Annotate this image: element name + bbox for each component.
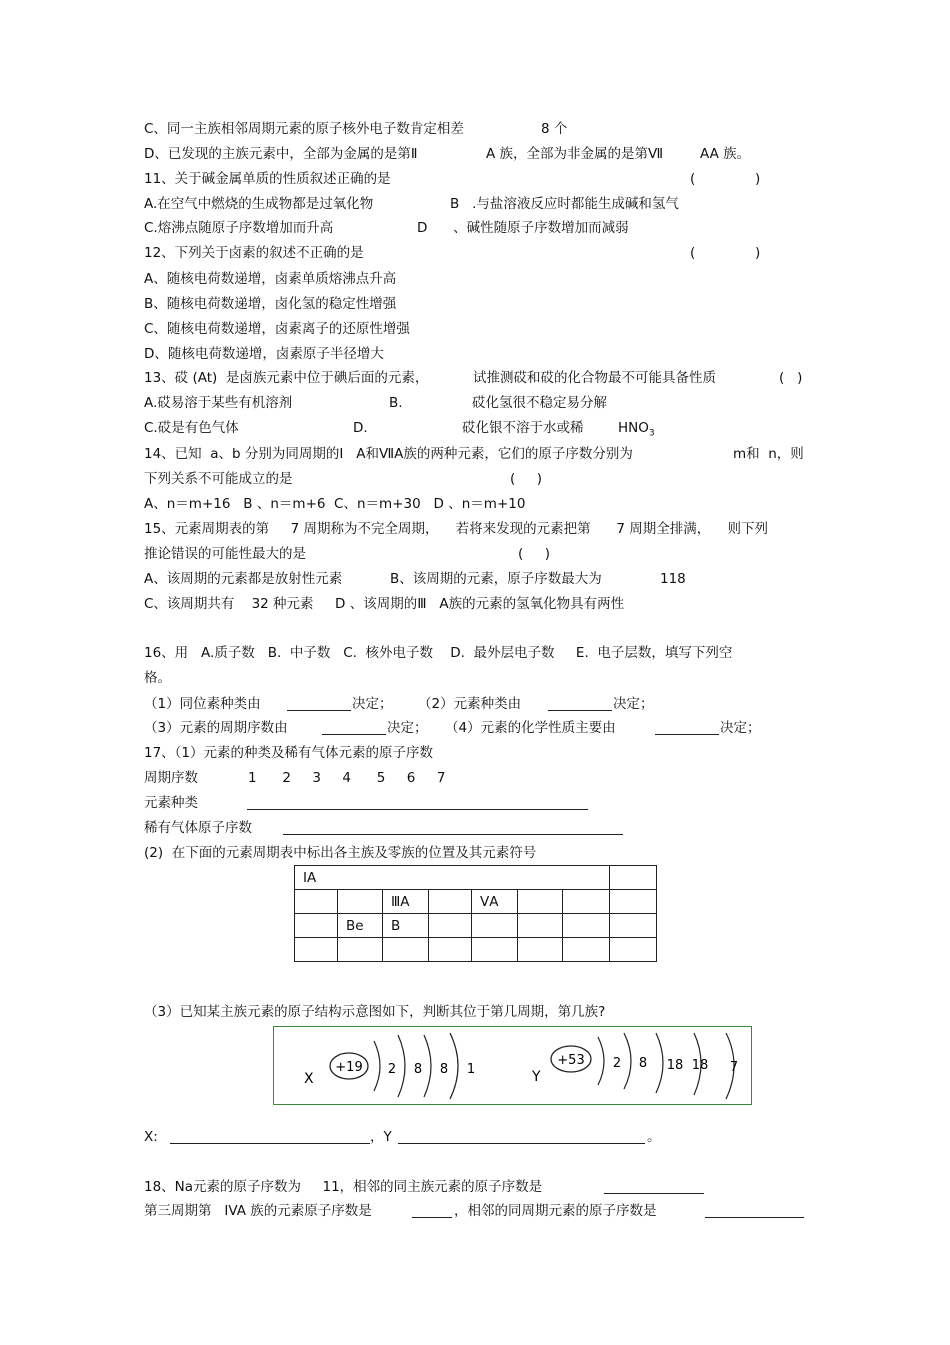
question-14: 14、已知 a、b 分别为同周期的Ⅰ A和ⅦA族的两种元素，它们的原子序数分别为	[144, 446, 633, 462]
table-cell[interactable]	[295, 914, 338, 938]
atom-y-nucleus-charge: +53	[557, 1053, 585, 1068]
table-cell[interactable]	[383, 938, 429, 962]
answer-paren: ( )	[510, 471, 542, 487]
table-cell[interactable]	[295, 890, 338, 914]
question-17-part-2: (2) 在下面的元素周期表中标出各主族及零族的位置及其元素符号	[144, 845, 537, 861]
blank-line[interactable]	[283, 834, 623, 835]
answer-label-y: ，Y	[370, 1129, 392, 1145]
question-14-b: m和 n，则	[733, 446, 804, 462]
table-cell[interactable]	[610, 890, 657, 914]
table-cell[interactable]	[338, 938, 383, 962]
electron-count: 2	[612, 1056, 622, 1071]
answer-paren-open: (	[690, 245, 696, 261]
table-cell[interactable]	[338, 890, 383, 914]
table-cell[interactable]	[429, 938, 472, 962]
table-cell[interactable]	[518, 914, 563, 938]
q13-option-b-letter: B.	[389, 395, 403, 411]
blank-line[interactable]	[322, 734, 386, 735]
question-13: 13、砹 (At) 是卤族元素中位于碘后面的元素，	[144, 370, 429, 386]
formula-subscript: 3	[648, 428, 655, 439]
table-cell[interactable]	[472, 938, 518, 962]
table-cell[interactable]: ⅠA	[295, 866, 610, 890]
answer-end-mark: 。	[647, 1129, 661, 1145]
q13-option-d-formula	[618, 419, 655, 443]
table-cell[interactable]: ⅢA	[383, 890, 429, 914]
question-14-c: 下列关系不可能成立的是	[144, 471, 293, 487]
blank-line[interactable]	[247, 809, 588, 810]
blank-line[interactable]	[705, 1217, 804, 1218]
q13-option-d-letter: D.	[353, 420, 368, 436]
question-18-b: 第三周期第 IVA 族的元素原子序数是	[144, 1203, 372, 1219]
electron-shell-arc	[624, 1033, 631, 1089]
q16-part-3: （3）元素的周期序数由	[144, 720, 288, 736]
table-row	[295, 890, 657, 914]
atom-x-nucleus-charge: +19	[335, 1060, 363, 1075]
option-c-line: C、同一主族相邻周期元素的原子核外电子数肯定相差	[144, 121, 464, 137]
q12-option-c: C、随核电荷数递增，卤素离子的还原性增强	[144, 321, 410, 337]
question-17: 17、（1）元素的种类及稀有气体元素的原子序数	[144, 745, 434, 761]
question-11: 11、关于碱金属单质的性质叙述正确的是	[144, 171, 391, 187]
answer-paren: ( )	[779, 370, 803, 386]
electron-count: 18	[691, 1058, 709, 1073]
answer-paren: ( )	[518, 546, 550, 562]
electron-shell-arc	[424, 1035, 431, 1097]
electron-shell-arc	[450, 1033, 458, 1099]
table-cell[interactable]	[429, 914, 472, 938]
electron-count: 2	[387, 1062, 397, 1077]
answer-paren-open: (	[690, 171, 696, 187]
q13-option-a: A.砹易溶于某些有机溶剂	[144, 395, 293, 411]
electron-shell-arc	[398, 1035, 405, 1097]
q15-option-a: A、该周期的元素都是放射性元素	[144, 571, 343, 587]
electron-count: 1	[466, 1062, 476, 1077]
electron-count: 8	[413, 1062, 423, 1077]
electron-count: 7	[729, 1060, 739, 1075]
question-16: 16、用 A.质子数 B. 中子数 C. 核外电子数 D. 最外层电子数 E. 电子层数，填写下列空	[144, 645, 733, 661]
question-18: 18、Na元素的原子序数为 11，相邻的同主族元素的原子序数是	[144, 1179, 543, 1195]
q16-part-1-end: 决定；	[352, 696, 393, 712]
q11-option-c: C.熔沸点随原子序数增加而升高	[144, 220, 334, 236]
atom-y-label: Y	[532, 1069, 541, 1085]
answer-paren-close: )	[755, 171, 761, 187]
periodic-table-grid	[294, 865, 657, 962]
row-label-noble-gas: 稀有气体原子序数	[144, 820, 252, 836]
answer-label-x: X:	[144, 1129, 158, 1145]
blank-line[interactable]	[287, 710, 351, 711]
table-row	[295, 866, 657, 890]
q14-options: A、n＝m+16 B 、n＝m+6 C、n＝m+30 D 、n＝m+10	[144, 496, 526, 512]
q12-option-d: D、随核电荷数递增，卤素原子半径增大	[144, 346, 384, 362]
table-cell[interactable]: Be	[338, 914, 383, 938]
q16-part-4: （4）元素的化学性质主要由	[445, 720, 616, 736]
q15-option-b-value: 118	[660, 571, 686, 587]
question-15-b: 推论错误的可能性最大的是	[144, 546, 306, 562]
option-d-line: D、已发现的主族元素中，全部为金属的是第Ⅱ	[144, 146, 418, 162]
q11-option-b: B .与盐溶液反应时都能生成碱和氢气	[450, 196, 679, 212]
table-cell[interactable]	[518, 938, 563, 962]
electron-count: 18	[666, 1058, 684, 1073]
q16-part-3-end: 决定；	[387, 720, 428, 736]
q11-option-d: D 、碱性随原子序数增加而减弱	[417, 220, 629, 236]
table-cell[interactable]	[610, 914, 657, 938]
q16-part-2-end: 决定；	[613, 696, 654, 712]
option-d-line-b: A 族，全部为非金属的是第Ⅶ	[486, 146, 664, 162]
question-18-c: ，相邻的同周期元素的原子序数是	[454, 1203, 657, 1219]
answer-paren-close: )	[755, 245, 761, 261]
q16-part-2: （2）元素种类由	[418, 696, 522, 712]
q16-part-4-end: 决定；	[720, 720, 761, 736]
atomic-structure-svg	[274, 1027, 751, 1104]
table-cell[interactable]	[610, 866, 657, 890]
period-numbers: 1 2 3 4 5 6 7	[248, 770, 446, 786]
formula-hno: HNO	[618, 420, 649, 436]
blank-line[interactable]	[412, 1217, 452, 1218]
table-cell[interactable]	[610, 938, 657, 962]
blank-line[interactable]	[604, 1193, 704, 1194]
electron-shell-arc	[374, 1041, 380, 1091]
table-cell[interactable]	[429, 890, 472, 914]
question-16-b: 格。	[144, 670, 171, 686]
q13-option-b: 砹化氢很不稳定易分解	[472, 395, 607, 411]
table-cell[interactable]	[472, 914, 518, 938]
electron-shell-arc	[656, 1033, 663, 1093]
table-row	[295, 938, 657, 962]
q15-options-cd: C、该周期共有 32 种元素 D 、该周期的Ⅲ A族的元素的氢氧化物具有两性	[144, 596, 625, 612]
q15-option-b: B、该周期的元素，原子序数最大为	[390, 571, 602, 587]
electron-shell-arc	[598, 1037, 604, 1085]
table-cell[interactable]	[518, 890, 563, 914]
question-12: 12、下列关于卤素的叙述不正确的是	[144, 245, 364, 261]
table-row	[295, 914, 657, 938]
question-15: 15、元素周期表的第 7 周期称为不完全周期， 若将来发现的元素把第 7 周期全排满， 则下列	[144, 521, 768, 537]
q13-option-d: 砹化银不溶于水或稀	[462, 420, 584, 436]
q16-part-1: （1）同位素种类由	[144, 696, 261, 712]
table-cell[interactable]	[563, 890, 610, 914]
row-label-period: 周期序数	[144, 770, 198, 786]
option-c-value: 8 个	[541, 121, 568, 137]
blank-line[interactable]	[398, 1143, 645, 1144]
q13-option-c: C.砹是有色气体	[144, 420, 239, 436]
electron-count: 8	[439, 1062, 449, 1077]
atom-x-label: X	[304, 1071, 314, 1087]
question-17-part-3: （3）已知某主族元素的原子结构示意图如下，判断其位于第几周期，第几族?	[144, 1004, 606, 1020]
q12-option-a: A、随核电荷数递增，卤素单质熔沸点升高	[144, 271, 397, 287]
table-cell[interactable]: ⅤA	[472, 890, 518, 914]
table-cell[interactable]	[295, 938, 338, 962]
blank-line[interactable]	[170, 1143, 370, 1144]
question-13-b: 试推测砹和砹的化合物最不可能具备性质	[473, 370, 716, 386]
q12-option-b: B、随核电荷数递增，卤化氢的稳定性增强	[144, 296, 397, 312]
blank-line[interactable]	[548, 710, 612, 711]
atomic-structure-diagram	[273, 1026, 752, 1105]
table-cell[interactable]: B	[383, 914, 429, 938]
option-d-line-c: AA 族。	[700, 146, 751, 162]
row-label-element-count: 元素种类	[144, 795, 198, 811]
table-cell[interactable]	[563, 938, 610, 962]
blank-line[interactable]	[655, 734, 719, 735]
q11-option-a: A.在空气中燃烧的生成物都是过氧化物	[144, 196, 374, 212]
table-cell[interactable]	[563, 914, 610, 938]
electron-count: 8	[638, 1056, 648, 1071]
